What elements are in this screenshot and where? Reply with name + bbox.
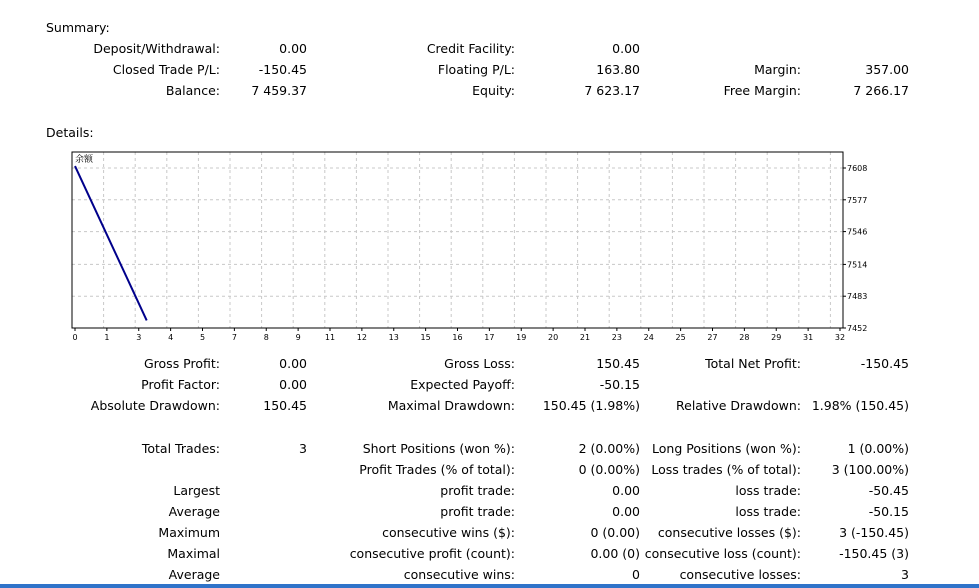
average-profit-trade-value: 0.00 <box>612 504 640 519</box>
max-consecutive-losses-value: 3 (-150.45) <box>839 525 909 540</box>
x-tick-label: 19 <box>516 333 527 342</box>
chart-grid <box>72 152 843 328</box>
expected-payoff-value: -50.15 <box>599 377 640 392</box>
maximal-drawdown-value: 150.45 (1.98%) <box>542 398 640 413</box>
x-tick-label: 17 <box>484 333 495 342</box>
equity-value: 7 623.17 <box>584 83 640 98</box>
average-consecutive-losses-label: consecutive losses: <box>679 567 801 582</box>
largest-profit-trade-label: profit trade: <box>440 483 515 498</box>
y-tick-label: 7608 <box>847 164 868 173</box>
y-tick-label: 7514 <box>847 260 868 270</box>
deposit-withdrawal-value: 0.00 <box>279 41 307 56</box>
x-axis <box>72 328 845 342</box>
free-margin-value: 7 266.17 <box>853 83 909 98</box>
y-tick-label: 7577 <box>847 195 868 205</box>
maximal-consecutive-profit-label: consecutive profit (count): <box>349 546 515 561</box>
x-tick-label: 16 <box>452 333 463 342</box>
max-consecutive-wins-label: consecutive wins ($): <box>382 525 515 540</box>
maximal-consecutive-loss-label: consecutive loss (count): <box>644 546 801 561</box>
total-trades-value: 3 <box>299 441 307 456</box>
balance-series-line <box>75 166 147 320</box>
x-tick-label: 1 <box>104 333 110 342</box>
largest-label: Largest <box>173 483 220 498</box>
x-tick-label: 21 <box>579 333 591 342</box>
x-tick-label: 0 <box>72 333 78 342</box>
closed-trade-pl-value: -150.45 <box>258 62 307 77</box>
chart-series <box>75 166 147 320</box>
y-tick-label: 7452 <box>847 324 868 333</box>
absolute-drawdown-value: 150.45 <box>263 398 307 413</box>
x-tick-label: 20 <box>548 333 559 342</box>
x-tick-label: 27 <box>707 333 718 342</box>
maximal-drawdown-label: Maximal Drawdown: <box>387 398 515 413</box>
chart-frame <box>72 152 843 328</box>
floating-pl-value: 163.80 <box>596 62 640 77</box>
max-consecutive-losses-label: consecutive losses ($): <box>657 525 801 540</box>
gross-loss-label: Gross Loss: <box>444 356 515 371</box>
x-tick-label: 11 <box>324 333 336 342</box>
x-tick-label: 29 <box>771 333 782 342</box>
summary-title: Summary: <box>46 20 110 35</box>
margin-label: Margin: <box>754 62 801 77</box>
details-title: Details: <box>46 125 94 140</box>
gross-profit-value: 0.00 <box>279 356 307 371</box>
profit-trades-value: 0 (0.00%) <box>578 462 640 477</box>
profit-trades-label: Profit Trades (% of total): <box>359 462 515 477</box>
x-tick-label: 13 <box>388 333 399 342</box>
balance-value: 7 459.37 <box>251 83 307 98</box>
x-tick-label: 9 <box>295 333 301 342</box>
largest-loss-trade-label: loss trade: <box>735 483 801 498</box>
largest-profit-trade-value: 0.00 <box>612 483 640 498</box>
x-tick-label: 31 <box>803 333 814 342</box>
total-net-profit-label: Total Net Profit: <box>705 356 801 371</box>
profit-factor-value: 0.00 <box>279 377 307 392</box>
x-tick-label: 8 <box>263 333 269 342</box>
x-tick-label: 4 <box>168 333 174 342</box>
maximal-consecutive-loss-value: -150.45 (3) <box>839 546 909 561</box>
x-tick-label: 12 <box>356 333 367 342</box>
free-margin-label: Free Margin: <box>723 83 801 98</box>
x-tick-label: 24 <box>643 333 654 342</box>
maximum-label: Maximum <box>158 525 220 540</box>
largest-loss-trade-value: -50.45 <box>868 483 909 498</box>
gross-profit-label: Gross Profit: <box>143 356 220 371</box>
x-tick-label: 15 <box>420 333 431 342</box>
average-consec-label: Average <box>168 567 220 582</box>
average-loss-trade-value: -50.15 <box>868 504 909 519</box>
average-consecutive-losses-value: 3 <box>901 567 909 582</box>
relative-drawdown-label: Relative Drawdown: <box>676 398 801 413</box>
loss-trades-label: Loss trades (% of total): <box>651 462 801 477</box>
short-positions-value: 2 (0.00%) <box>578 441 640 456</box>
relative-drawdown-value: 1.98% (150.45) <box>811 398 909 413</box>
floating-pl-label: Floating P/L: <box>437 62 515 77</box>
deposit-withdrawal-label: Deposit/Withdrawal: <box>93 41 220 56</box>
short-positions-label: Short Positions (won %): <box>362 441 515 456</box>
margin-value: 357.00 <box>865 62 909 77</box>
credit-facility-label: Credit Facility: <box>426 41 515 56</box>
absolute-drawdown-label: Absolute Drawdown: <box>90 398 220 413</box>
average-consecutive-wins-label: consecutive wins: <box>403 567 515 582</box>
y-tick-label: 7483 <box>847 292 868 302</box>
chart-legend-label: 余额 <box>75 155 94 165</box>
total-net-profit-value: -150.45 <box>860 356 909 371</box>
x-tick-label: 28 <box>739 333 750 342</box>
window-bottom-border <box>0 584 979 588</box>
profit-factor-label: Profit Factor: <box>141 377 220 392</box>
maximal-label: Maximal <box>167 546 220 561</box>
x-tick-label: 25 <box>675 333 686 342</box>
x-tick-label: 23 <box>611 333 622 342</box>
loss-trades-value: 3 (100.00%) <box>831 462 909 477</box>
y-tick-label: 7546 <box>847 227 868 237</box>
equity-label: Equity: <box>472 83 515 98</box>
expected-payoff-label: Expected Payoff: <box>410 377 515 392</box>
balance-label: Balance: <box>165 83 220 98</box>
average-loss-trade-label: loss trade: <box>735 504 801 519</box>
x-tick-label: 3 <box>136 333 142 342</box>
gross-loss-value: 150.45 <box>596 356 640 371</box>
max-consecutive-wins-value: 0 (0.00) <box>590 525 640 540</box>
x-tick-label: 7 <box>231 333 237 342</box>
closed-trade-pl-label: Closed Trade P/L: <box>112 62 220 77</box>
x-tick-label: 5 <box>199 333 206 342</box>
maximal-consecutive-profit-value: 0.00 (0) <box>590 546 640 561</box>
long-positions-value: 1 (0.00%) <box>847 441 909 456</box>
average-profit-trade-label: profit trade: <box>440 504 515 519</box>
total-trades-label: Total Trades: <box>141 441 220 456</box>
long-positions-label: Long Positions (won %): <box>652 441 801 456</box>
x-tick-label: 32 <box>834 333 846 342</box>
average-consecutive-wins-value: 0 <box>632 567 640 582</box>
y-axis <box>843 164 867 333</box>
average-label: Average <box>168 504 220 519</box>
credit-facility-value: 0.00 <box>612 41 640 56</box>
